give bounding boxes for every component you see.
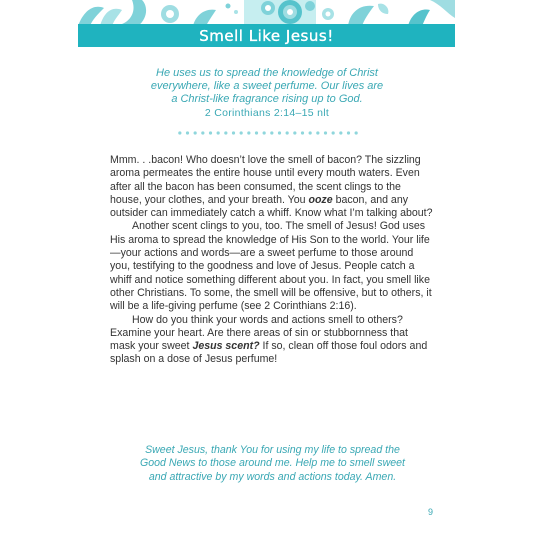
divider-dot [232, 131, 235, 134]
floral-header-decoration [78, 0, 455, 26]
divider-dot [217, 131, 220, 134]
divider-dot [324, 131, 327, 134]
divider-dot [339, 131, 342, 134]
divider-dot [355, 131, 358, 134]
divider-dot [286, 131, 289, 134]
divider-dot [263, 131, 266, 134]
divider-dot [316, 131, 319, 134]
divider-dot [347, 131, 350, 134]
verse-line: a Christ-like fragrance rising up to God. [171, 93, 363, 105]
divider-dot [309, 131, 312, 134]
prayer-line: Good News to those around me. Help me to smell sweet [140, 457, 405, 470]
divider-dot [270, 131, 273, 134]
emphasis-text: Jesus scent? [192, 340, 260, 353]
emphasis-text: ooze [308, 193, 333, 206]
devotional-body [110, 154, 435, 367]
page-title: Smell Like Jesus! [199, 26, 334, 45]
divider-dot [178, 131, 181, 134]
divider-dot [332, 131, 335, 134]
prayer-line: and attractive by my words and actions today. Amen. [148, 470, 397, 483]
verse-line: everywhere, like a sweet perfume. Our lives are [150, 80, 384, 92]
divider-dot [301, 131, 304, 134]
dotted-divider-icon [176, 130, 360, 136]
page-number: 9 [428, 507, 434, 517]
body-paragraph: How do you think your words and actions smell to others? Examine your heart. Are there areas of sin or stubbornness that mask your sweet Jesus scent? If so, clean off those foul odors and splash on a dose of Jesus perfume! [110, 313, 428, 366]
verse-line: He uses us to spread the knowledge of Christ [156, 67, 378, 79]
floral-pattern-icon [78, 0, 455, 26]
prayer-line: Sweet Jesus, thank You for using my life to spread the [145, 444, 400, 456]
divider-dot [201, 131, 204, 134]
divider-dot [293, 131, 296, 134]
title-banner [78, 24, 455, 47]
divider-dot [194, 131, 197, 134]
divider-dot [255, 131, 258, 134]
body-paragraph: Mmm. . .bacon! Who doesn’t love the smell of bacon? The sizzling aroma permeates the entire house until every mouth waters. Even after all the bacon has been consumed, the scent clings to the house, your clothes, and your breath. You ooze bacon, and any outsider can immediately catch a whiff. Know what I’m talking about? [110, 154, 433, 220]
divider-dot [278, 131, 281, 134]
divider-dot [186, 131, 189, 134]
divider-dot [240, 131, 243, 134]
divider-dot [209, 131, 212, 134]
divider-dot [224, 131, 227, 134]
scripture-verse [100, 67, 434, 106]
verse-reference: 2 Corinthians 2:14–15 nlt [204, 107, 330, 119]
body-paragraph: Another scent clings to you, too. The smell of Jesus! God uses His aroma to spread the knowledge of His Son to the world. Your life—your actions and words—are a sweet perfume to those around you, testifying to the goodness and love of Jesus. People catch a whiff and notice something different about you. In fact, you smell like other Christians. To some, the smell will be offensive, but to others, it will be a life-giving perfume (see 2 Corinthians 2:16). [110, 220, 432, 313]
divider-dot [247, 131, 250, 134]
closing-prayer [110, 444, 435, 484]
